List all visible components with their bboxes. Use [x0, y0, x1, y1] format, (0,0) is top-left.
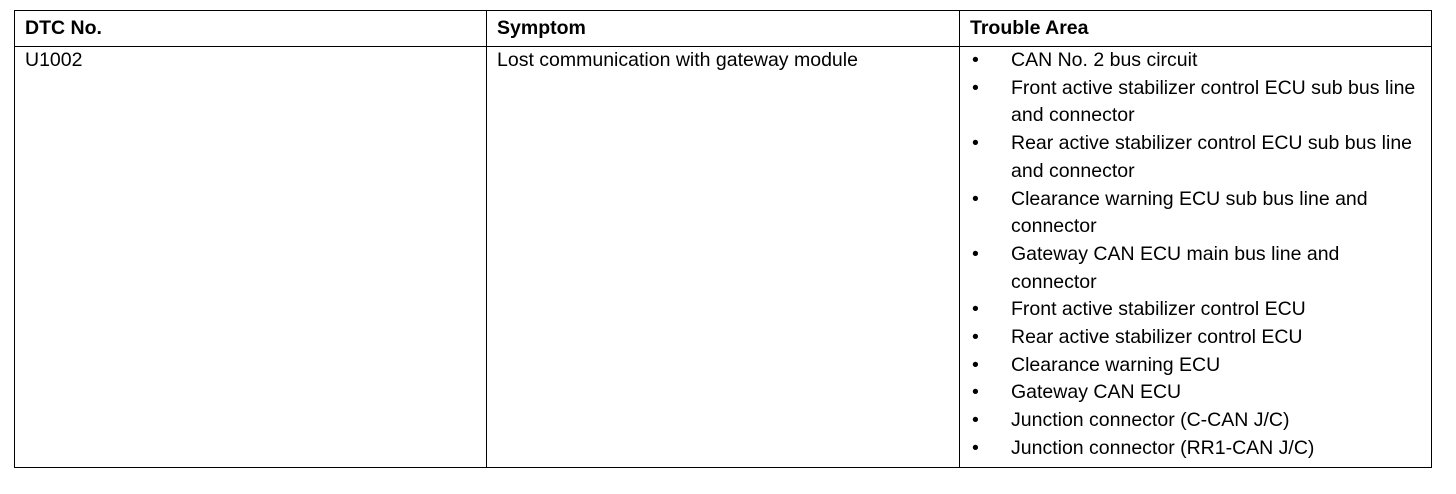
- list-item: [970, 47, 1421, 75]
- trouble-area-list: [970, 47, 1421, 463]
- list-item-text: Gateway CAN ECU: [1011, 381, 1182, 404]
- bullet-icon: •: [972, 76, 979, 99]
- list-item: [970, 75, 1421, 130]
- bullet-icon: •: [972, 242, 979, 265]
- bullet-icon: •: [972, 132, 979, 155]
- bullet-icon: •: [972, 353, 979, 376]
- bullet-icon: •: [972, 49, 979, 71]
- header-symptom: Symptom: [487, 11, 960, 47]
- header-row: [15, 11, 1432, 47]
- bullet-icon: •: [972, 381, 979, 404]
- header-dtc-no: DTC No.: [15, 11, 487, 47]
- dtc-code-cell: U1002: [15, 47, 487, 468]
- bullet-icon: •: [972, 409, 979, 432]
- symptom-cell: Lost communication with gateway module: [487, 47, 960, 468]
- list-item: [970, 407, 1421, 435]
- list-item: [970, 130, 1421, 185]
- list-item-text: Front active stabilizer control ECU: [1011, 298, 1306, 321]
- list-item: [970, 324, 1421, 352]
- header-trouble-area: Trouble Area: [960, 11, 1432, 47]
- table-row: [15, 47, 1432, 468]
- list-item: [970, 379, 1421, 407]
- list-item-text: Junction connector (C-CAN J/C): [1011, 409, 1290, 432]
- list-item-text: Front active stabilizer control ECU sub bus line and connector: [1011, 76, 1416, 127]
- dtc-table: [14, 10, 1432, 468]
- list-item: [970, 296, 1421, 324]
- list-item: [970, 352, 1421, 380]
- bullet-icon: •: [972, 326, 979, 349]
- list-item: [970, 186, 1421, 241]
- list-item-text: CAN No. 2 bus circuit: [1011, 49, 1198, 71]
- bullet-icon: •: [972, 436, 979, 459]
- trouble-area-cell: [960, 47, 1432, 468]
- list-item-text: Junction connector (RR1-CAN J/C): [1011, 436, 1315, 459]
- list-item-text: Rear active stabilizer control ECU: [1011, 326, 1303, 349]
- list-item-text: Clearance warning ECU sub bus line and connector: [1011, 187, 1368, 238]
- list-item-text: Gateway CAN ECU main bus line and connector: [1011, 242, 1340, 293]
- bullet-icon: •: [972, 187, 979, 210]
- list-item: [970, 435, 1421, 463]
- list-item: [970, 241, 1421, 296]
- bullet-icon: •: [972, 298, 979, 321]
- list-item-text: Clearance warning ECU: [1011, 353, 1221, 376]
- list-item-text: Rear active stabilizer control ECU sub bus line and connector: [1011, 132, 1413, 182]
